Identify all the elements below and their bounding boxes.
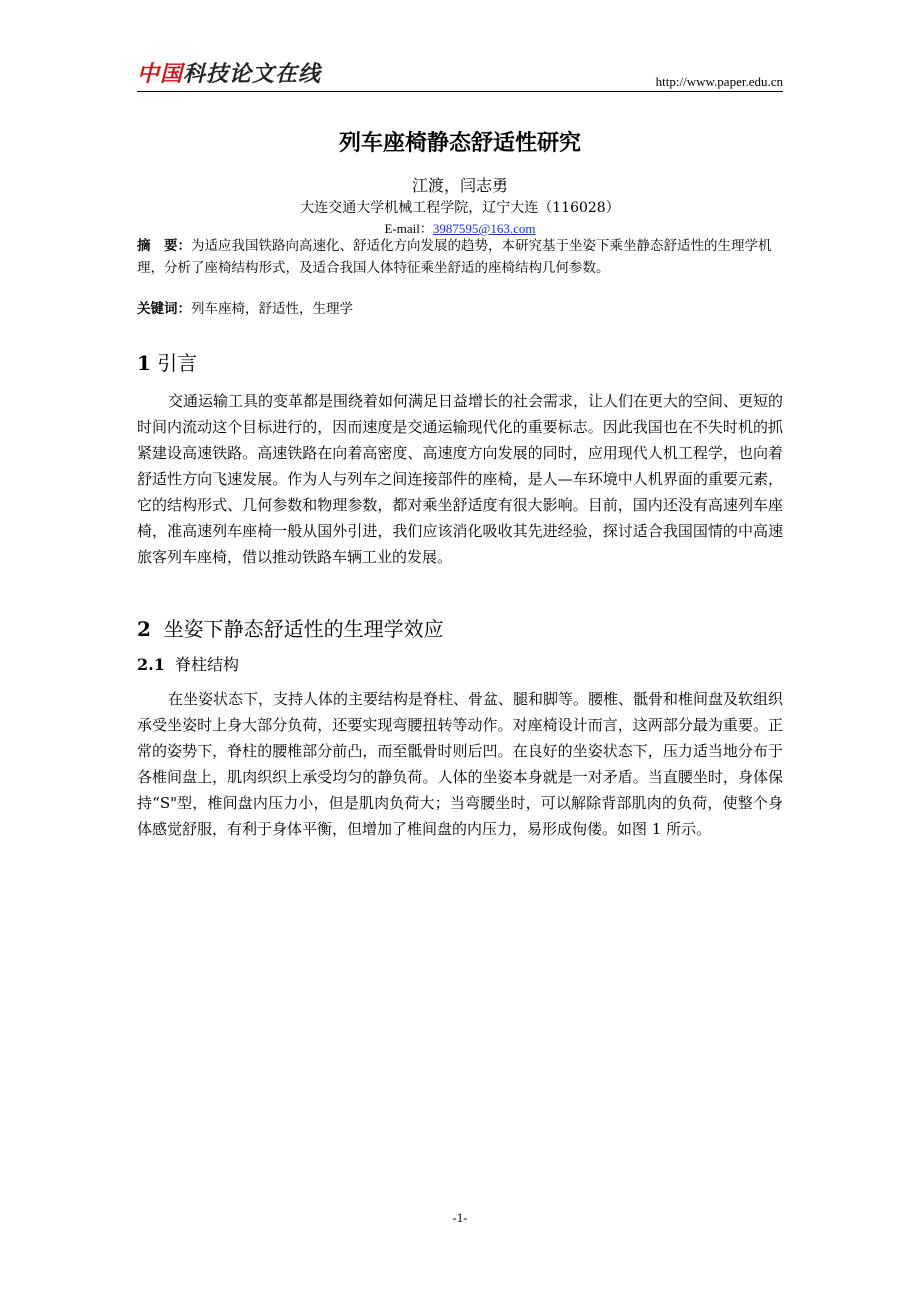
logo-text-dark: 科技论文在线: [183, 62, 322, 87]
keywords-text: 列车座椅，舒适性，生理学: [191, 301, 353, 317]
section-1-heading: [137, 350, 197, 376]
paper-affiliation: 大连交通大学机械工程学院，辽宁大连（116028）: [300, 200, 620, 216]
paper-authors: 江渡，闫志勇: [411, 176, 508, 195]
keywords-label: 关键词：: [137, 301, 191, 317]
section-2-number: 2: [137, 617, 151, 641]
keywords: [137, 299, 783, 319]
header-url[interactable]: http://www.paper.edu.cn: [655, 74, 783, 89]
subsection-2-1-number: 2.1: [137, 655, 165, 674]
logo-text-red: 中国: [137, 62, 184, 87]
section-1-number: 1: [137, 351, 151, 375]
site-logo[interactable]: [137, 62, 321, 88]
abstract: [137, 235, 783, 279]
section-1-body: 交通运输工具的变革都是围绕着如何满足日益增长的社会需求，让人们在更大的空间、更短的时间内流动这个目标进行的，因而速度是交通运输现代化的重要标志。因此我国也在不失时机的抓紧建设高速铁路。高速铁路在向着高密度、高速度方向发展的同时，应用现代人机工程学，也向着舒适性方向飞速发展。作为人与列车之间连接部件的座椅，是人—车环境中人机界面的重要元素，它的结构形式、几何参数和物理参数，都对乘坐舒适度有很大影响。目前，国内还没有高速列车座椅，准高速列车座椅一般从国外引进，我们应该消化吸收其先进经验，探讨适合我国国情的中高速旅客列车座椅，借以推动铁路车辆工业的发展。: [137, 392, 784, 566]
email-label: E-mail：: [384, 221, 433, 236]
section-2-title: 坐姿下静态舒适性的生理学效应: [163, 617, 444, 641]
email-link[interactable]: 3987595@163.com: [432, 221, 536, 236]
section-2-heading: [137, 616, 444, 642]
page-number: -1-: [452, 1210, 468, 1225]
paper-title: 列车座椅静态舒适性研究: [338, 131, 581, 156]
subsection-2-1-body: 在坐姿状态下，支持人体的主要结构是脊柱、骨盆、腿和脚等。腰椎、骶骨和椎间盘及软组织承受坐姿时上身大部分负荷，还要实现弯腰扭转等动作。对座椅设计而言，这两部分最为重要。正常的姿势下，脊柱的腰椎部分前凸，而至骶骨时则后凹。在良好的坐姿状态下，压力适当地分布于各椎间盘上，肌肉织织上承受均匀的静负荷。人体的坐姿本身就是一对矛盾。当直腰坐时，身体保持“S"型，椎间盘内压力小，但是肌肉负荷大；当弯腰坐时，可以解除背部肌肉的负荷，使整个身体感觉舒服，有利于身体平衡，但增加了椎间盘的内压力，易形成佝偻。如图 1 所示。: [137, 690, 784, 838]
section-1-title: 引言: [157, 351, 198, 375]
subsection-2-1-heading: [137, 654, 239, 676]
abstract-label: 摘 要：: [137, 238, 191, 254]
abstract-text: 为适应我国铁路向高速化、舒适化方向发展的趋势，本研究基于坐姿下乘坐静态舒适性的生理学机理，分析了座椅结构形式，及适合我国人体特征乘坐舒适的座椅结构几何参数。: [137, 238, 772, 276]
page-header: [137, 62, 783, 92]
header-divider: [137, 91, 783, 92]
subsection-2-1-title: 脊柱结构: [175, 655, 240, 674]
